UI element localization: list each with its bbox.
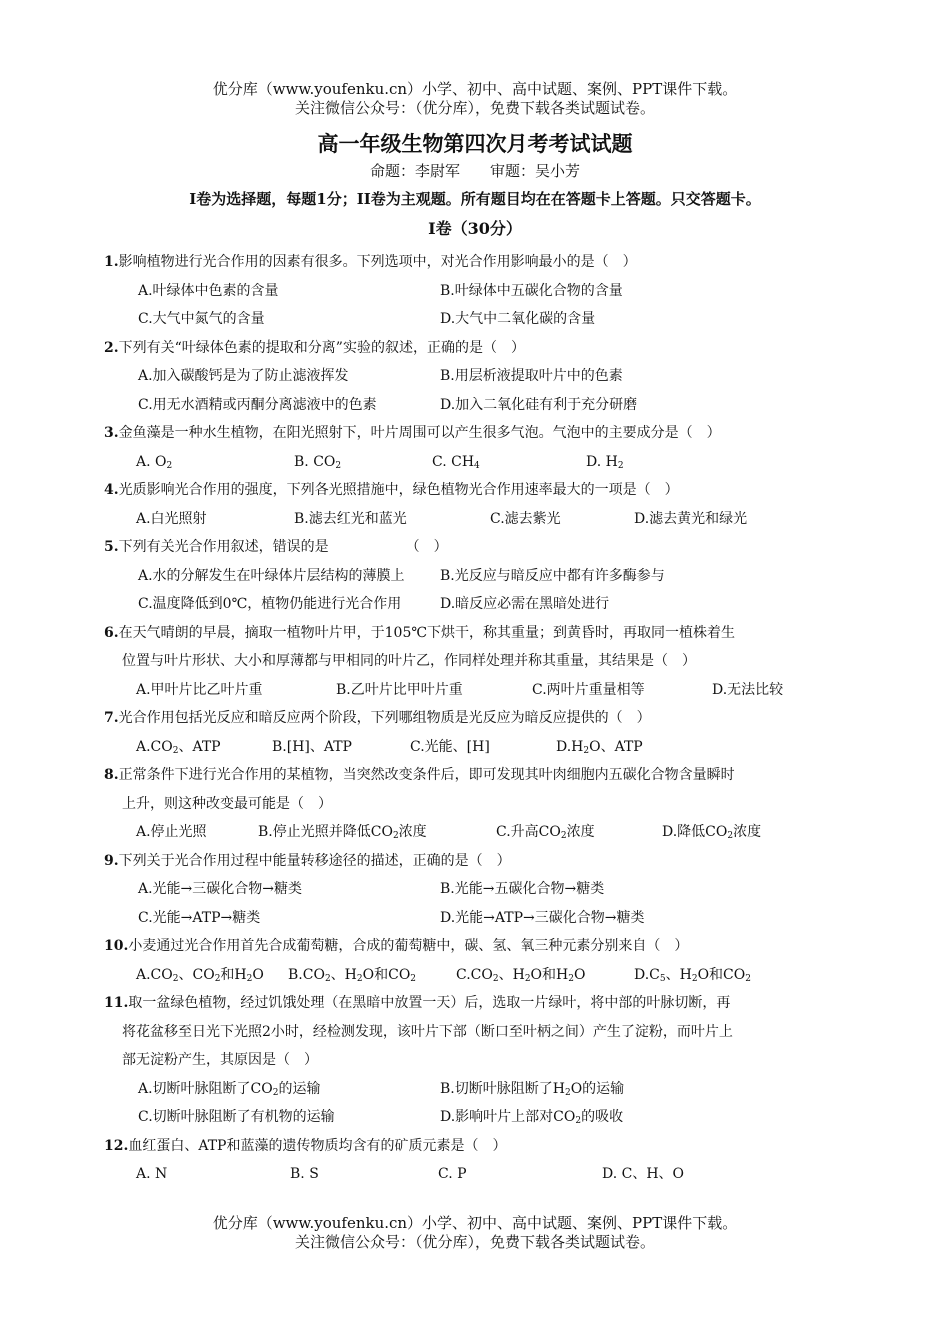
footer-line-2: 关注微信公众号：（优分库），免费下载各类试题试卷。 (294, 1233, 655, 1251)
answer-option: D. C、H、O (602, 1166, 685, 1182)
question-6 (104, 619, 864, 705)
answer-option: D.滤去黄光和绿光 (634, 510, 748, 527)
question-number: 8. (104, 767, 119, 783)
question-stem (104, 248, 864, 277)
question-text: 小麦通过光合作用首先合成葡萄糖，合成的葡萄糖中，碳、氢、氧三种元素分别来自（ ） (128, 938, 689, 954)
option-row (104, 961, 864, 990)
question-number: 2. (104, 339, 119, 356)
question-text: 血红蛋白、ATP和蓝藻的遗传物质均含有的矿质元素是（ ） (128, 1137, 507, 1154)
question-text: 部无淀粉产生，其原因是（ ） (122, 1052, 318, 1068)
question-number: 11. (104, 995, 129, 1011)
answer-option: A.光能→三碳化合物→糖类 (138, 881, 303, 897)
question-stem (104, 932, 864, 961)
answer-option: $C.CO_2$、$H_2O$和$H_2O$ (456, 966, 586, 984)
question-7 (104, 704, 864, 761)
question-text: 正常条件下进行光合作用的某植物，当突然改变条件后，即可发现其叶肉细胞内五碳化合物含量瞬时 (118, 767, 735, 783)
answer-option: B.光能→五碳化合物→糖类 (440, 881, 605, 897)
answer-option: A.叶绿体中色素的含量 (138, 282, 279, 299)
question-text: 位置与叶片形状、大小和厚薄都与甲相同的叶片乙，作同样处理并称其重量，其结果是（ ） (122, 653, 696, 669)
answer-option: B.光反应与暗反应中都有许多酶参与 (440, 567, 665, 584)
question-number: 5. (104, 539, 119, 555)
question-4 (104, 476, 864, 533)
option-row (104, 733, 864, 762)
answer-option: $D.C_5$、$H_2O$和$CO_2$ (634, 966, 751, 984)
question-3 (104, 419, 864, 476)
question-stem (104, 533, 864, 562)
option-row (104, 1160, 864, 1189)
question-text: 光质影响光合作用的强度，下列各光照措施中，绿色植物光合作用速率最大的一项是（ ） (118, 482, 679, 498)
question-stem (104, 619, 864, 648)
answer-option: B.停止光照并降低$CO_2$浓度 (258, 824, 427, 841)
option-row (104, 818, 864, 847)
question-stem (104, 647, 864, 676)
question-number: 1. (104, 254, 119, 270)
answer-option: $B.CO_2$、$H_2O$和$CO_2$ (288, 966, 417, 984)
answer-option: C.切断叶脉阻断了有机物的运输 (138, 1109, 335, 1125)
question-text: 在天气晴朗的早晨，摘取一植物叶片甲，于105℃下烘干，称其重量；到黄昏时，再取同一植株着生 (118, 624, 736, 641)
option-row (104, 505, 864, 534)
answer-option: A.切断叶脉阻断了$CO_2$的运输 (138, 1080, 321, 1098)
answer-option: C.升高$CO_2$浓度 (496, 824, 595, 841)
option-row (104, 875, 864, 904)
option-row (104, 277, 864, 306)
section-heading: I卷（30分） (428, 219, 522, 238)
question-8 (104, 761, 864, 847)
question-text: 影响植物进行光合作用的因素有很多。下列选项中，对光合作用影响最小的是（ ） (118, 254, 637, 270)
question-stem (104, 419, 864, 448)
question-list (104, 248, 864, 1189)
answer-option: A.白光照射 (136, 510, 207, 527)
question-text: 下列有关“叶绿体色素的提取和分离”实验的叙述，正确的是（ ） (118, 339, 525, 356)
question-number: 4. (104, 482, 119, 498)
answer-option: A.甲叶片比乙叶片重 (136, 681, 263, 698)
answer-option: B. $CO_2$ (294, 453, 342, 471)
question-stem (104, 1132, 864, 1161)
answer-option: B.[H]、ATP (272, 738, 352, 755)
option-row (104, 590, 864, 619)
answer-option: C.两叶片重量相等 (532, 681, 645, 698)
answer-option: B. S (290, 1166, 319, 1182)
question-5 (104, 533, 864, 619)
question-text: 光合作用包括光反应和暗反应两个阶段，下列哪组物质是光反应为暗反应提供的（ ） (118, 710, 651, 726)
question-stem (104, 1046, 864, 1075)
answer-option: B.乙叶片比甲叶片重 (336, 681, 463, 698)
question-text: 下列关于光合作用过程中能量转移途径的描述，正确的是（ ） (118, 852, 511, 869)
answer-option: D. $H_2$ (586, 453, 624, 471)
question-2 (104, 334, 864, 420)
question-stem (104, 847, 864, 876)
authors-line: 命题：李尉军 审题：吴小芳 (369, 162, 580, 180)
option-row (104, 562, 864, 591)
answer-option: A.停止光照 (136, 824, 207, 840)
header-line-1: 优分库（www.youfenku.cn）小学、初中、高中试题、案例、PPT课件下载。 (212, 80, 738, 98)
answer-option: $A.CO_2$、$CO_2$和$H_2O$ (136, 966, 264, 984)
footer-line-1: 优分库（www.youfenku.cn）小学、初中、高中试题、案例、PPT课件下载。 (212, 1214, 738, 1232)
question-1 (104, 248, 864, 334)
question-stem (104, 989, 864, 1018)
exam-notice: I卷为选择题，每题1分；II卷为主观题。所有题目均在在答题卡上答题。只交答题卡。 (189, 190, 761, 208)
option-row (104, 904, 864, 933)
question-10 (104, 932, 864, 989)
answer-option: A.加入碳酸钙是为了防止滤液挥发 (138, 368, 349, 384)
question-stem (104, 334, 864, 363)
question-number: 9. (104, 852, 119, 869)
answer-option: D.光能→ATP→三碳化合物→糖类 (440, 909, 645, 926)
answer-option: C.大气中氮气的含量 (138, 311, 265, 327)
answer-option: A.水的分解发生在叶绿体片层结构的薄膜上 (138, 567, 405, 584)
answer-option: B.切断叶脉阻断了$H_2O$的运输 (440, 1080, 625, 1098)
question-number: 7. (104, 710, 119, 726)
header-line-2: 关注微信公众号：（优分库），免费下载各类试题试卷。 (294, 99, 655, 117)
question-number: 12. (104, 1137, 129, 1154)
answer-option: $D.H_2O$、ATP (556, 738, 643, 756)
answer-option: C.滤去紫光 (490, 510, 561, 527)
question-12 (104, 1132, 864, 1189)
answer-option: C. P (438, 1166, 467, 1182)
option-row (104, 362, 864, 391)
answer-option: C. $CH_4$ (432, 453, 480, 471)
answer-option: C.光能、[H] (410, 738, 490, 755)
answer-option: A. N (136, 1166, 168, 1182)
answer-option: C.用无水酒精或丙酮分离滤液中的色素 (138, 396, 377, 413)
answer-option: B.用层析液提取叶片中的色素 (440, 368, 623, 384)
question-9 (104, 847, 864, 933)
answer-option: D.降低$CO_2$浓度 (662, 824, 762, 841)
question-stem (104, 1018, 864, 1047)
question-text: 取一盆绿色植物，经过饥饿处理（在黑暗中放置一天）后，选取一片绿叶，将中部的叶脉切断，再 (128, 995, 731, 1011)
option-row (104, 1075, 864, 1104)
answer-option: D.大气中二氧化碳的含量 (440, 311, 596, 327)
answer-option: D.暗反应必需在黑暗处进行 (440, 596, 610, 612)
answer-option: A. $O_2$ (136, 453, 173, 471)
answer-option: D.无法比较 (712, 681, 784, 698)
question-11 (104, 989, 864, 1132)
answer-option: $A.CO_2$、ATP (136, 738, 221, 756)
option-row (104, 391, 864, 420)
answer-option: B.滤去红光和蓝光 (294, 510, 407, 527)
question-text: 上升，则这种改变最可能是（ ） (122, 795, 332, 812)
question-number: 6. (104, 624, 119, 641)
question-stem (104, 476, 864, 505)
option-row (104, 448, 864, 477)
question-text: 金鱼藻是一种水生植物，在阳光照射下，叶片周围可以产生很多气泡。气泡中的主要成分是（ ） (118, 425, 721, 441)
answer-option: C.温度降低到0℃，植物仍能进行光合作用 (138, 596, 402, 612)
question-stem (104, 704, 864, 733)
page-title: 高一年级生物第四次月考考试试题 (317, 131, 633, 156)
question-number: 3. (104, 425, 119, 441)
answer-option: D.影响叶片上部对$CO_2$的吸收 (440, 1109, 624, 1126)
question-stem (104, 761, 864, 790)
question-text: 将花盆移至日光下光照2小时，经检测发现，该叶片下部（断口至叶柄之间）产生了淀粉，而叶片上 (122, 1023, 733, 1040)
question-text: 下列有关光合作用叙述，错误的是 （ ） (118, 539, 448, 555)
option-row (104, 1103, 864, 1132)
answer-option: B.叶绿体中五碳化合物的含量 (440, 282, 623, 299)
answer-option: C.光能→ATP→糖类 (138, 909, 261, 926)
question-stem (104, 790, 864, 819)
option-row (104, 305, 864, 334)
question-number: 10. (104, 938, 129, 954)
answer-option: D.加入二氧化硅有利于充分研磨 (440, 396, 638, 413)
option-row (104, 676, 864, 705)
